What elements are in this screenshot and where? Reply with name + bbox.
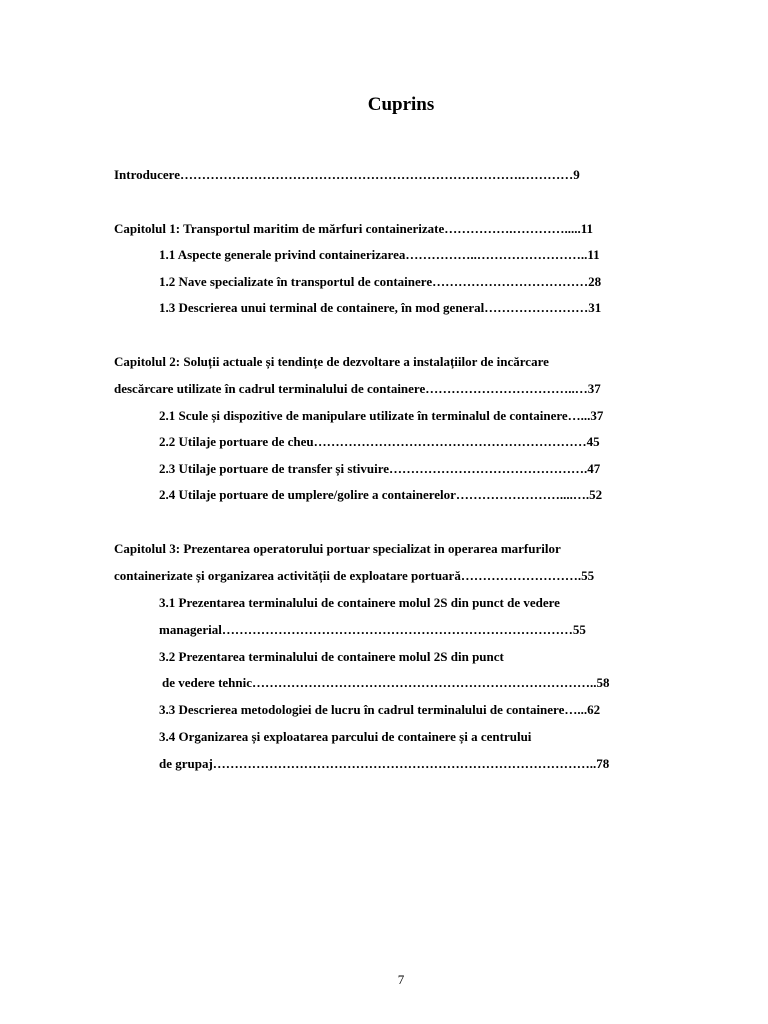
toc-section-1-3: 1.3 Descrierea unui terminal de containere, în mod general……………………31 bbox=[159, 300, 602, 315]
toc-chapter-3: Capitolul 3: Prezentarea operatorului portuar specializat in operarea marfurilor bbox=[114, 541, 561, 556]
toc-section-3-2: 3.2 Prezentarea terminalului de containere molul 2S din punct bbox=[159, 649, 504, 664]
toc-chapter-2-cont: descărcare utilizate în cadrul terminalului de containere……………………………..…37 bbox=[114, 381, 601, 396]
toc-section-1-2: 1.2 Nave specializate în transportul de containere………………………………28 bbox=[159, 274, 602, 289]
toc-section-2-3: 2.3 Utilaje portuare de transfer și stivuire……………………………………….47 bbox=[159, 461, 601, 476]
toc-section-3-3: 3.3 Descrierea metodologiei de lucru în cadrul terminalului de containere…...62 bbox=[159, 702, 601, 717]
toc-chapter-1: Capitolul 1: Transportul maritim de mărfuri containerizate…………….………….....11 bbox=[114, 221, 594, 236]
toc-section-3-1-cont: managerial………………………………………………………………………55 bbox=[159, 622, 586, 637]
toc-section-2-1: 2.1 Scule și dispozitive de manipulare utilizate în terminalul de containere…...37 bbox=[159, 408, 604, 423]
page-number: 7 bbox=[397, 972, 405, 987]
toc-introducere: Introducere…………………………………………………………………….…………9 bbox=[114, 167, 580, 182]
toc-chapter-2: Capitolul 2: Soluții actuale și tendințe de dezvoltare a instalațiilor de incărcare bbox=[114, 354, 549, 369]
toc-section-3-2-cont: de vedere tehnic……………………………………………………………………..58 bbox=[162, 675, 610, 690]
page-title: Cuprins bbox=[367, 94, 435, 115]
toc-section-2-4: 2.4 Utilaje portuare de umplere/golire a containerelor……………………....….52 bbox=[159, 487, 603, 502]
toc-section-3-4: 3.4 Organizarea și exploatarea parcului de containere și a centrului bbox=[159, 729, 532, 744]
toc-section-3-4-cont: de grupaj……………………………………………………………………………..78 bbox=[159, 756, 610, 771]
toc-chapter-3-cont: containerizate și organizarea activității de exploatare portuară……………………….55 bbox=[114, 568, 595, 583]
toc-section-3-1: 3.1 Prezentarea terminalului de containere molul 2S din punct de vedere bbox=[159, 595, 560, 610]
toc-section-2-2: 2.2 Utilaje portuare de cheu………………………………………………………45 bbox=[159, 434, 600, 449]
toc-section-1-1: 1.1 Aspecte generale privind containerizarea……………..……………………..11 bbox=[159, 247, 600, 262]
